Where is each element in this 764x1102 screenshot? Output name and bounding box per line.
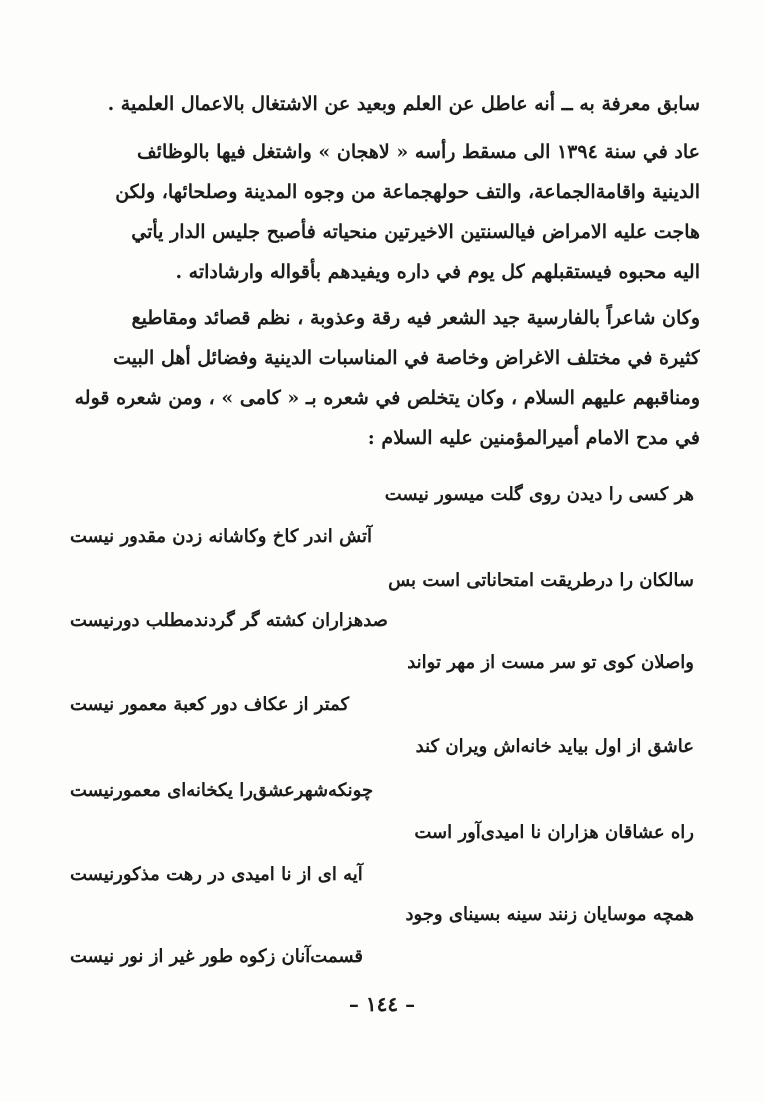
verse-2-second-hemistich: صدهزاران كشته گر گردندمطلب دورنيست xyxy=(70,610,388,631)
text-line: ومناقبهم عليهم السلام ، وكان يتخلص في شعره بـ « كامى » ، ومن شعره قوله xyxy=(74,387,700,409)
verse-5-second-hemistich: آيه اى از نا اميدى در رهت مذكورنيست xyxy=(70,864,363,885)
verse-2-first-hemistich: سالكان را درطريقت امتحاناتى است بس xyxy=(388,570,694,591)
text-line: في مدح الامام أميرالمؤمنين عليه السلام : xyxy=(367,427,700,449)
verse-3-first-hemistich: واصلان كوى تو سر مست از مهر تواند xyxy=(407,652,694,673)
verse-1-first-hemistich: هر كسى را ديدن روى گلت ميسور نيست xyxy=(384,484,694,505)
verse-5-first-hemistich: راه عشاقان هزاران نا اميدى‌آور است xyxy=(414,822,694,843)
paragraph-biography xyxy=(60,132,700,292)
text-line: عاد في سنة ١٣٩٤ الى مسقط رأسه « لاهجان » واشتغل فيها بالوظائف xyxy=(137,141,700,163)
verse-4-first-hemistich: عاشق از اول بيايد خانه‌اش ويران كند xyxy=(415,736,694,757)
text-line: هاجت عليه الامراض فيالسنتين الاخيرتين منحياته فأصبح جليس الدار يأتي xyxy=(131,221,700,243)
text-line: كثيرة في مختلف الاغراض وخاصة في المناسبات الدينية وفضائل أهل البيت xyxy=(113,347,700,369)
verse-6-first-hemistich: همچه موسايان زنند سينه بسيناى وجود xyxy=(405,904,694,925)
verse-4-second-hemistich: چونكه‌شهرعشق‌را يكخانه‌اى معمورنيست xyxy=(70,780,374,801)
paragraph-poetry-intro xyxy=(60,298,700,458)
text-line: الدينية واقامةالجماعة، والتف حولهجماعة من وجوه المدينة وصلحائها، ولكن xyxy=(115,181,700,203)
text-line: وكان شاعراً بالفارسية جيد الشعر فيه رقة وعذوبة ، نظم قصائد ومقاطيع xyxy=(131,307,700,329)
paragraph-intro xyxy=(60,84,700,124)
text-line: اليه محبوه فيستقبلهم كل يوم في داره ويفيدهم بأقواله وارشاداته . xyxy=(175,261,700,283)
text-line: سابق معرفة به ــ أنه عاطل عن العلم وبعيد عن الاشتغال بالاعمال العلمية . xyxy=(107,93,700,115)
verse-3-second-hemistich: كمتر از عكاف دور كعبة معمور نيست xyxy=(70,694,350,715)
verse-1-second-hemistich: آتش اندر كاخ وكاشانه زدن مقدور نيست xyxy=(70,526,373,547)
page-number: – ١٤٤ – xyxy=(348,992,416,1016)
verse-6-second-hemistich: قسمت‌آنان زكوه طور غير از نور نيست xyxy=(70,946,364,967)
